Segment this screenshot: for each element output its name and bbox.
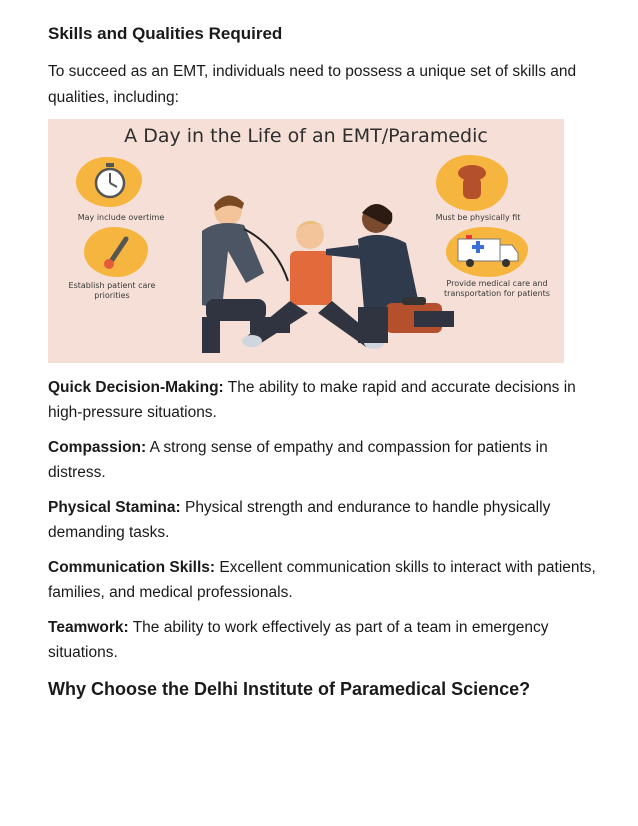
skill-description: A strong sense of empathy and compassion for patients in distress. [48,439,548,481]
ambulance-icon [456,233,520,269]
label-priorities: Establish patient care priorities [68,281,156,300]
skill-term: Physical Stamina: [48,499,181,516]
skill-description: The ability to work effectively as part of a team in emergency situations. [48,619,549,661]
skill-term: Compassion: [48,439,147,456]
intro-paragraph: To succeed as an EMT, individuals need to possess a unique set of skills and qualities, including: [48,63,577,106]
skill-description: The ability to make rapid and accurate decisions in high-pressure situations. [48,379,576,421]
skill-item [48,615,608,665]
document-page [48,18,608,701]
label-care: Provide medical care and transportation for patients [444,279,550,298]
skill-item [48,495,608,545]
section-heading: Skills and Qualities Required [48,24,283,43]
infographic-title: A Day in the Life of an EMT/Paramedic [124,125,488,147]
emt-infographic [48,119,564,363]
thermometer-icon [100,231,134,271]
emt-scene-illustration [158,189,458,361]
muscle-icon [452,161,492,205]
skill-description: Excellent communication skills to interact with patients, families, and medical professionals. [48,559,596,601]
skill-item [48,555,608,605]
skill-item [48,435,608,485]
label-fit: Must be physically fit [435,213,521,222]
skills-list [48,375,608,665]
label-overtime: May include overtime [77,213,165,222]
skill-term: Communication Skills: [48,559,216,576]
skill-item [48,375,608,425]
skill-description: Physical strength and endurance to handle physically demanding tasks. [48,499,551,541]
skill-term: Teamwork: [48,619,129,636]
skill-term: Quick Decision-Making: [48,379,224,396]
clock-icon [92,161,128,201]
subheading: Why Choose the Delhi Institute of Paramedical Science? [48,679,531,699]
